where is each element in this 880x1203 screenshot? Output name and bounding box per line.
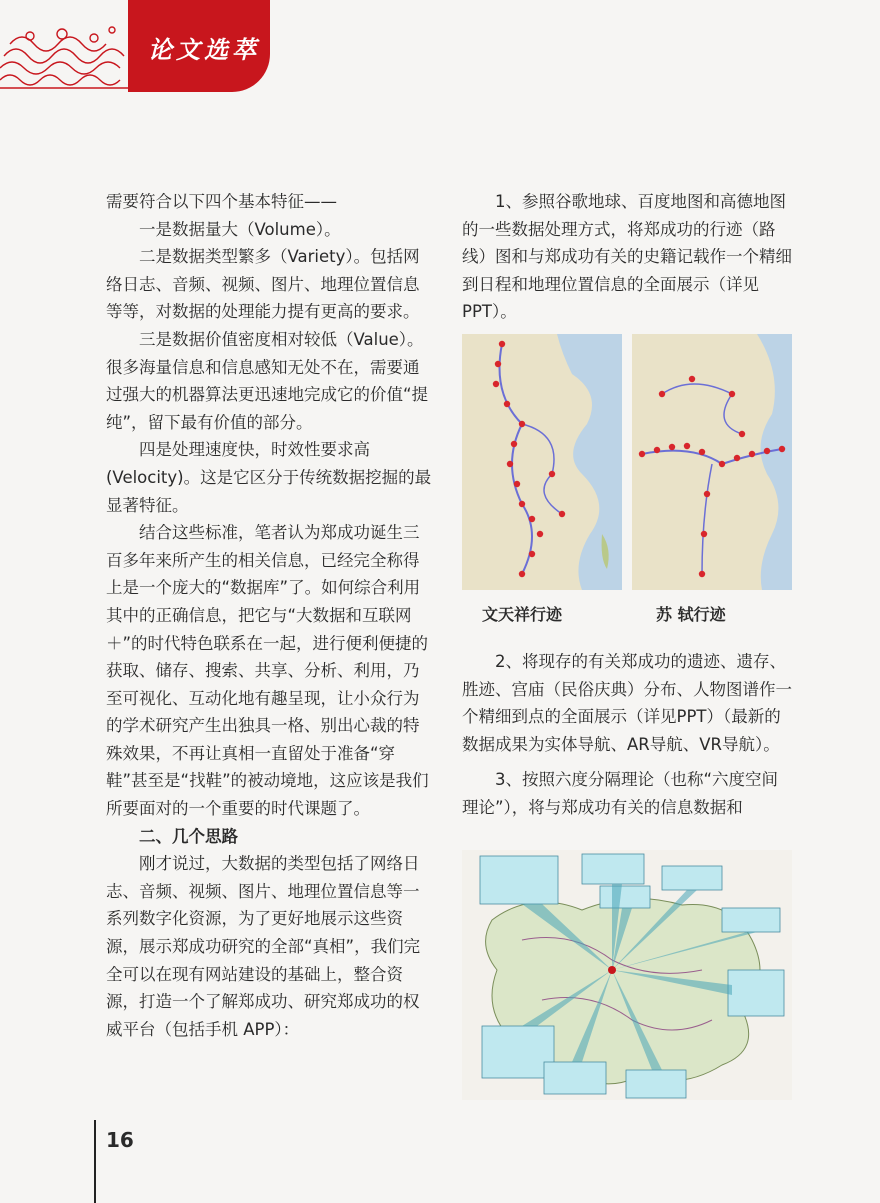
paragraph: 需要符合以下四个基本特征—— <box>106 192 337 211</box>
paragraph: 3、按照六度分隔理论（也称“六度空间理论”），将与郑成功有关的信息数据和 <box>462 770 779 817</box>
map-marker <box>514 481 520 487</box>
map-marker <box>639 451 645 457</box>
paragraph: 结合这些标准，笔者认为郑成功诞生三百多年来所产生的相关信息，已经完全称得上是一个庞大的“数据库”了。如何综合利用其中的正确信息，把它与“大数据和互联网＋”的时代特色联系在一起，进行便利便捷的获取、储存、搜索、共享、分析、利用，乃至可视化、互动化地有趣呈现，让小众行为的学术研究产生出独具一格、别出心裁的特殊效果，不再让真相一直留处于准备“穿鞋”甚至是“找鞋”的被动境地，这应该是我们所要面对的一个重要的时代课题了。 <box>106 523 429 819</box>
map-marker <box>549 471 555 477</box>
map-marker <box>519 571 525 577</box>
caption-wen-tianxiang: 文天祥行迹 <box>482 605 563 624</box>
map-marker <box>529 516 535 522</box>
map-marker <box>739 431 745 437</box>
map-marker <box>704 491 710 497</box>
map-marker <box>507 461 513 467</box>
paragraph: 一是数据量大（Volume）。 <box>139 219 341 239</box>
right-column-bottom <box>462 648 792 822</box>
map-marker <box>499 341 505 347</box>
section-title: 论文选萃 <box>148 36 260 64</box>
map-marker <box>701 531 707 537</box>
right-column-top <box>462 188 792 326</box>
paragraph: 2、将现存的有关郑成功的遗迹、遗存、胜迹、宫庙（民俗庆典）分布、人物图谱作一个精细到点的全面展示（详见PPT）（最新的数据成果为实体导航、AR导航、VR导航）。 <box>462 652 792 754</box>
paragraph: 四是处理速度快，时效性要求高(Velocity)。这是它区分于传统数据挖掘的最显著特征。 <box>106 440 432 515</box>
map-marker <box>519 421 525 427</box>
map-marker <box>684 443 690 449</box>
map-marker <box>719 461 725 467</box>
map-marker <box>529 551 535 557</box>
map-marker <box>749 451 755 457</box>
map-marker <box>699 571 705 577</box>
left-column <box>106 188 432 1043</box>
paragraph: 刚才说过，大数据的类型包括了网络日志、音频、视频、图片、地理位置信息等一系列数字化资源，为了更好地展示这些资源，展示郑成功研究的全部“真相”，我们完全可以在现有网站建设的基础上，整合资源，打造一个了解郑成功、研究郑成功的权威平台（包括手机 APP）： <box>106 854 421 1039</box>
page-number-rule <box>94 1120 96 1203</box>
map-marker <box>669 444 675 450</box>
map-marker <box>699 449 705 455</box>
paragraph: 二是数据类型繁多（Variety）。包括网络日志、音频、视频、图片、地理位置信息等等，对数据的处理能力提有更高的要求。 <box>106 247 420 322</box>
caption-su-shi: 苏 轼行迹 <box>656 605 726 624</box>
map-marker <box>493 381 499 387</box>
map-marker <box>519 501 525 507</box>
map-marker <box>729 391 735 397</box>
six-degrees-network-diagram <box>462 850 792 1100</box>
map-marker <box>689 376 695 382</box>
route-maps <box>462 334 792 590</box>
map-marker <box>654 447 660 453</box>
map-marker <box>764 448 770 454</box>
map-marker <box>511 441 517 447</box>
page-number: 16 <box>106 1128 134 1152</box>
paragraph: 三是数据价值密度相对较低（Value）。很多海量信息和信息感知无处不在，需要通过强大的机器算法更迅速地完成它的价值“提纯”，留下最有价值的部分。 <box>106 329 429 432</box>
su-shi-route-map <box>632 334 792 590</box>
wen-tianxiang-route-map <box>462 334 622 590</box>
map-marker <box>779 446 785 452</box>
map-marker <box>559 511 565 517</box>
map-marker <box>659 391 665 397</box>
map-marker <box>734 455 740 461</box>
map-marker <box>537 531 543 537</box>
wave-decoration-icon <box>0 20 132 92</box>
paragraph: 1、参照谷歌地球、百度地图和高德地图的一些数据处理方式，将郑成功的行迹（路线）图和与郑成功有关的史籍记载作一个精细到日程和地理位置信息的全面展示（详见 PPT）。 <box>462 192 792 322</box>
section-heading: 二、几个思路 <box>139 826 238 846</box>
section-header <box>0 0 270 92</box>
map-marker <box>504 401 510 407</box>
map-marker <box>495 361 501 367</box>
